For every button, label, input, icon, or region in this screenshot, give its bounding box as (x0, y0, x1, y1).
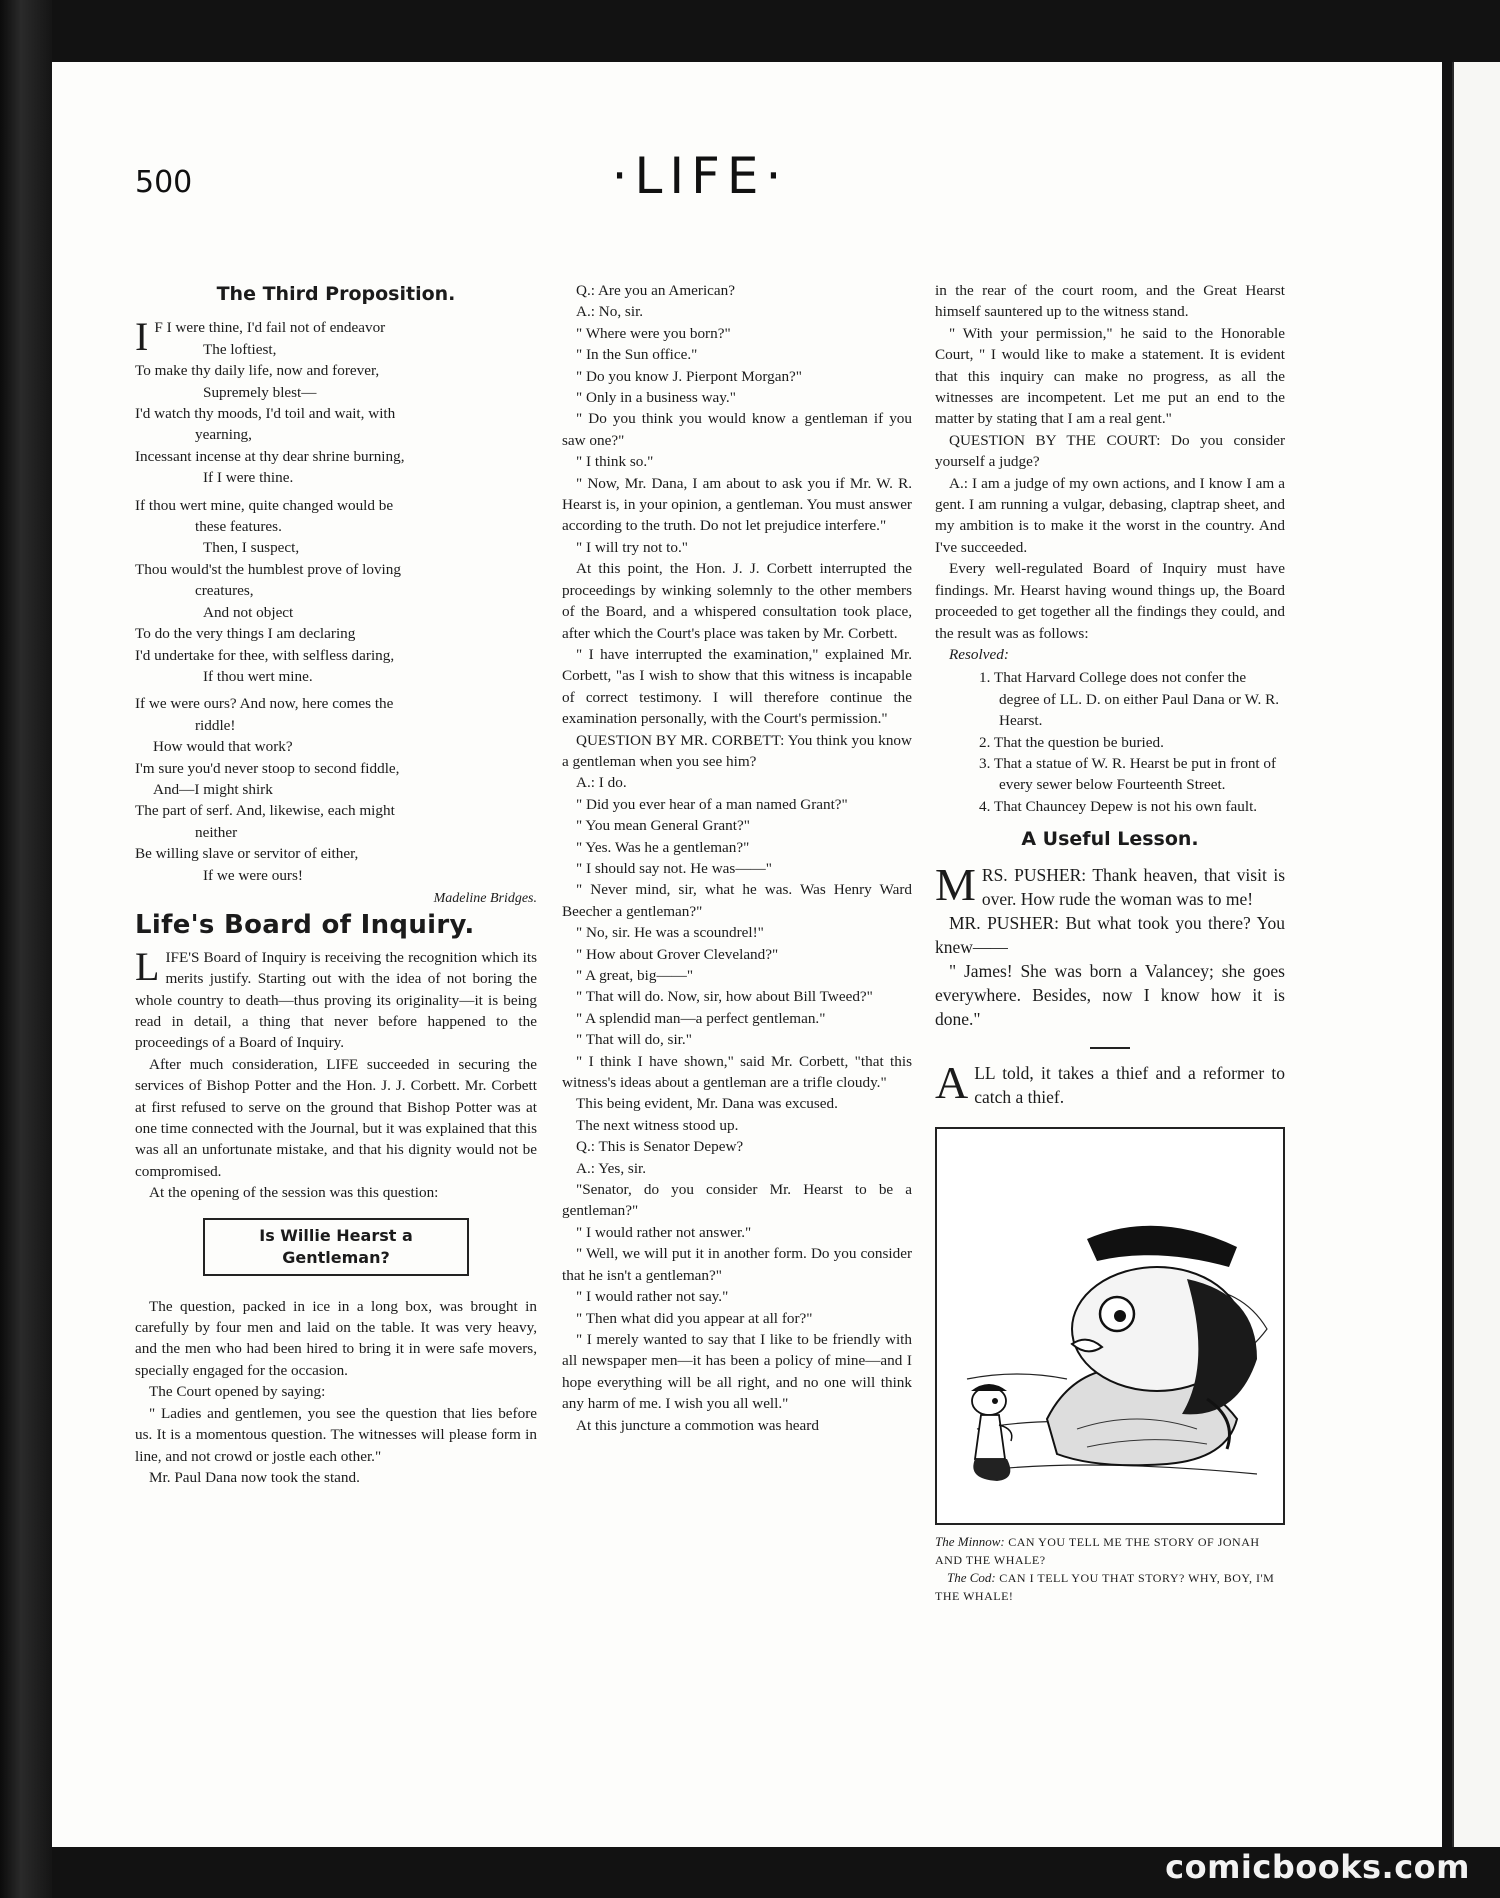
lesson-paragraph: " James! She was born a Valancey; she goes everywhere. Besides, now I know how it is done." (935, 960, 1285, 1029)
boxed-question: Is Willie Hearst a Gentleman? (203, 1218, 469, 1276)
inquiry-paragraph: " How about Grover Cleveland?" (576, 945, 779, 963)
inquiry-paragraph: "Senator, do you consider Mr. Hearst to be a gentleman?" (562, 1181, 912, 1220)
inquiry-paragraph: " A splendid man—a perfect gentleman." (576, 1009, 826, 1027)
poem-line: Supremely blest— (203, 383, 317, 401)
inquiry-paragraph: " With your permission," he said to the Honorable Court, " I would like to make a statement. It is evident that this inquiry can make no progress, as all the witnesses are incompetent. Let me put an end to the matter by stating that I am a real gent." (935, 324, 1285, 428)
inquiry-paragraph: After much consideration, LIFE succeeded in securing the services of Bishop Potter and the Hon. J. J. Corbett. Mr. Corbett at first refused to serve on the ground that Bishop Potter was at one time connected with the Journal, but it was explained that this was all an unfortunate mistake, and that his dignity would not be compromised. (135, 1055, 537, 1180)
inquiry-paragraph: " I think I have shown," said Mr. Corbett, "that this witness's ideas about a gentleman are a trifle cloudy." (562, 1052, 912, 1092)
poem-line: Be willing slave or servitor of either, (135, 845, 359, 863)
inquiry-paragraph: " Then what did you appear at all for?" (576, 1309, 813, 1327)
poem-line: And—I might shirk (153, 780, 273, 798)
inquiry-paragraph: Q.: This is Senator Depew? (576, 1138, 744, 1156)
poem-line: And not object (203, 603, 294, 621)
lesson-drop-cap: M (935, 858, 976, 910)
poem-line: yearning, (195, 426, 252, 444)
poem-line: Incessant incense at thy dear shrine burning, (135, 447, 405, 465)
caption-line-2 (935, 1569, 1285, 1605)
inquiry-paragraph: At this juncture a commotion was heard (576, 1416, 819, 1434)
adjacent-page-edge (1452, 62, 1500, 1847)
inquiry-paragraph: The next witness stood up. (576, 1116, 739, 1134)
column-3 (935, 280, 1285, 1605)
poem-line: creatures, (195, 582, 254, 600)
inquiry-paragraph: The question, packed in ice in a long box, was brought in carefully by four men and laid on the table. It was very heavy, and the men who had been hired to bring it in were safe movers, specially engaged for the occasion. (135, 1297, 537, 1379)
inquiry-paragraph: " Yes. Was he a gentleman?" (576, 838, 750, 856)
inquiry-paragraph: " Well, we will put it in another form. Do you consider that he isn't a gentleman?" (562, 1245, 912, 1284)
inquiry-paragraph: in the rear of the court room, and the Great Hearst himself sauntered up to the witness stand. (935, 282, 1285, 321)
poem-line: If thou wert mine, quite changed would be (135, 496, 394, 514)
caption-speaker: The Minnow: (935, 1533, 1005, 1549)
inquiry-paragraph: " You mean General Grant?" (576, 817, 750, 835)
poem-line: I'm sure you'd never stoop to second fiddle, (135, 759, 400, 777)
inquiry-paragraph: " Ladies and gentlemen, you see the question that lies before us. It is a momentous question. The witnesses will please form in line, and not crowd or jostle each other." (135, 1404, 537, 1465)
inquiry-paragraph: QUESTION BY THE COURT: Do you consider yourself a judge? (935, 431, 1285, 471)
resolutions-list (935, 667, 1285, 817)
poem-line: If I were thine. (203, 469, 294, 487)
poem-line: If we were ours! (203, 866, 303, 884)
resolution-item: 2. That the question be buried. (979, 733, 1164, 751)
inquiry-paragraph: At this point, the Hon. J. J. Corbett interrupted the proceedings by winking solemnly to the other members of the Board, and a whispered consultation took place, after which the Court's place was taken by Mr. Corbett. (562, 560, 912, 642)
inquiry-paragraph: " I will try not to." (576, 538, 688, 556)
masthead: ·LIFE· (611, 147, 789, 205)
inquiry-paragraph: " I merely wanted to say that I like to be friendly with all newspaper men—it has been a policy of mine—and I hope everything will be all right, and no one will think any harm of me. I wish you all well." (562, 1330, 912, 1413)
section-rule (1090, 1047, 1130, 1049)
thief-paragraph (935, 1056, 1285, 1109)
caption-text: CAN I TELL YOU THAT STORY? WHY, BOY, I'M THE WHALE! (935, 1570, 1275, 1603)
poem-drop-cap: I (135, 314, 149, 360)
resolution-item: 4. That Chauncey Depew is not his own fault. (979, 797, 1258, 815)
inquiry-paragraph: " Now, Mr. Dana, I am about to ask you if Mr. W. R. Hearst is, in your opinion, a gentleman. You must answer according to the truth. Do not let prejudice interfere." (562, 474, 912, 535)
caption-speaker: The Cod: (947, 1569, 996, 1585)
inquiry-paragraph: " I should say not. He was——" (576, 859, 772, 877)
inquiry-paragraph: Mr. Paul Dana now took the stand. (149, 1468, 360, 1486)
inquiry-paragraph: " That will do, sir." (576, 1031, 692, 1049)
inquiry-paragraph: " I have interrupted the examination," explained Mr. Corbett, "as I wish to show that this witness is incapable of correct testimony. I will therefore continue the examination personally, with the Court's permission." (562, 645, 912, 728)
poem-line: neither (195, 823, 238, 841)
resolved-label (935, 644, 1285, 665)
inquiry-paragraph: " Never mind, sir, what he was. Was Henry Ward Beecher a gentleman?" (562, 881, 912, 920)
poem-line: Thou would'st the humblest prove of loving (135, 560, 401, 578)
cartoon-caption (935, 1533, 1285, 1605)
poem-line: The loftiest, (203, 340, 277, 358)
lesson-text: RS. PUSHER: Thank heaven, that visit is over. How rude the woman was to me! (981, 864, 1285, 909)
inquiry-paragraph: Every well-regulated Board of Inquiry must have findings. Mr. Hearst having wound things up, the Board proceeded to get together all the findings they could, and the result was as follows: (935, 560, 1285, 642)
inquiry-paragraph: " I would rather not say." (576, 1288, 729, 1306)
poem-line: If thou wert mine. (203, 667, 313, 685)
resolution-item: 3. That a statue of W. R. Hearst be put in front of every sewer below Fourteenth Street. (979, 754, 1277, 794)
inquiry-paragraph: At the opening of the session was this question: (149, 1184, 439, 1202)
poem-line: I'd undertake for thee, with selfless daring, (135, 646, 395, 664)
inquiry-paragraph: " Do you know J. Pierpont Morgan?" (576, 367, 802, 385)
inquiry-paragraph: A.: No, sir. (576, 303, 644, 321)
inquiry-paragraph: A.: Yes, sir. (576, 1159, 647, 1177)
inquiry-paragraph: " Did you ever hear of a man named Grant?" (576, 795, 848, 813)
resolution-item: 1. That Harvard College does not confer the degree of LL. D. on either Paul Dana or W. R. Hearst. (979, 669, 1280, 730)
inquiry-paragraph (135, 943, 537, 1054)
inquiry-paragraph: QUESTION BY MR. CORBETT: You think you know a gentleman when you see him? (562, 731, 912, 770)
cartoon-illustration (935, 1127, 1285, 1525)
inquiry-paragraph: Q.: Are you an American? (576, 282, 735, 299)
resolved-label-text: Resolved: (949, 645, 1009, 663)
poem-line: To do the very things I am declaring (135, 625, 356, 643)
inquiry-paragraph: " Only in a business way." (576, 389, 736, 407)
inquiry-paragraph: " A great, big——" (576, 967, 694, 984)
page-number: 500 (135, 165, 193, 200)
inquiry-title: Life's Board of Inquiry. (135, 910, 475, 941)
column-3-paragraphs (935, 323, 1285, 644)
thief-drop-cap: A (935, 1056, 969, 1108)
poem-body (135, 314, 537, 886)
cartoon-drawing (937, 1129, 1283, 1523)
poem-line: F I were thine, I'd fail not of endeavor (154, 319, 386, 337)
inquiry-paragraph: The Court opened by saying: (149, 1383, 326, 1401)
inquiry-text: IFE'S Board of Inquiry is receiving the recognition which its merits justify. Starting out with the idea of not boring the whole country to death—thus proving its originality—it is being read in detail, a thing that never before happened to the proceedings of a Board of Inquiry. (135, 948, 537, 1052)
inquiry-paragraph: A.: I am a judge of my own actions, and I know I am a gent. I am running a vulgar, debasing, claptrap sheet, and my ambition is to make it the worst in the country. And I've succeeded. (935, 474, 1285, 556)
inquiry-paragraph: " In the Sun office." (576, 346, 698, 364)
poem-attribution: Madeline Bridges. (433, 890, 537, 906)
poem-line: Then, I suspect, (203, 539, 300, 557)
lesson-paragraph (935, 858, 1285, 911)
poem-line: The part of serf. And, likewise, each might (135, 802, 395, 820)
inquiry-paragraph: " I think so." (576, 453, 654, 471)
inquiry-paragraph: " Do you think you would know a gentleman if you saw one?" (562, 410, 912, 449)
inquiry-paragraph: " No, sir. He was a scoundrel!" (576, 924, 764, 942)
poem-line: If we were ours? And now, here comes the (135, 695, 394, 713)
thief-text: LL told, it takes a thief and a reformer to catch a thief. (974, 1062, 1285, 1107)
poem-line: How would that work? (153, 738, 293, 756)
lesson-paragraph: MR. PUSHER: But what took you there? You knew—— (935, 912, 1285, 957)
inquiry-paragraph: " Where were you born?" (576, 324, 731, 342)
poem-line: To make thy daily life, now and forever, (135, 362, 380, 380)
column-1 (135, 280, 537, 1488)
lesson-title: A Useful Lesson. (1021, 828, 1199, 851)
watermark: comicbooks.com (1165, 1848, 1470, 1886)
inquiry-paragraph: A.: I do. (576, 774, 627, 792)
poem-line: I'd watch thy moods, I'd toil and wait, with (135, 405, 396, 423)
inquiry-paragraph: This being evident, Mr. Dana was excused. (576, 1095, 838, 1113)
caption-text: CAN YOU TELL ME THE STORY OF JONAH AND THE WHALE? (935, 1534, 1260, 1567)
scan-edge (0, 0, 52, 1898)
inquiry-paragraph: " I would rather not answer." (576, 1223, 752, 1241)
caption-line-1 (935, 1533, 1285, 1569)
poem-title: The Third Proposition. (216, 283, 456, 305)
inquiry-drop-cap: L (135, 943, 160, 989)
column-2 (562, 280, 912, 1436)
poem-line: these features. (195, 518, 282, 536)
poem-line: riddle! (195, 716, 236, 734)
inquiry-paragraph: " That will do. Now, sir, how about Bill Tweed?" (576, 988, 873, 1006)
